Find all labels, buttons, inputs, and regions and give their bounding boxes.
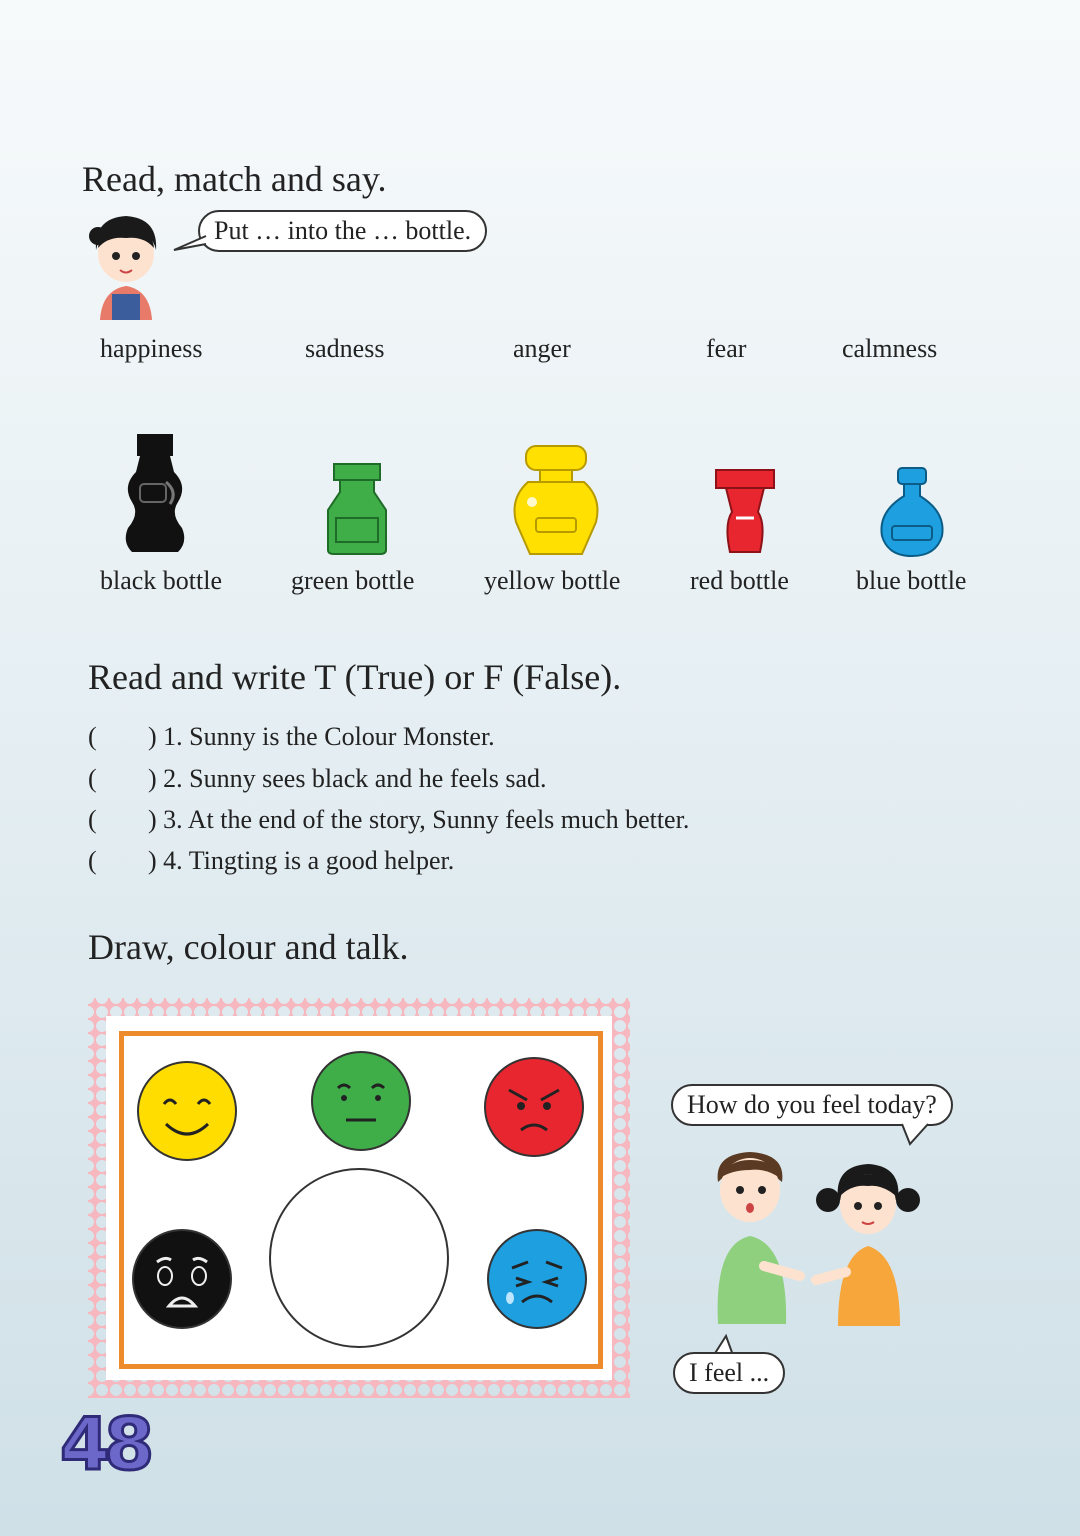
tf-item-2 <box>88 764 547 794</box>
red-bottle-icon <box>712 468 778 554</box>
page-number: 48 <box>60 1402 149 1486</box>
tf-statement: ) 4. Tingting is a good helper. <box>148 846 455 875</box>
boy-illustration <box>704 1148 800 1326</box>
emotion-sadness: sadness <box>305 334 385 363</box>
speech-bubble-tail <box>172 236 206 252</box>
speech-bubble-answer <box>673 1352 785 1394</box>
bottle-label-blue: blue bottle <box>856 566 967 595</box>
answer-blank[interactable]: ( <box>88 805 97 834</box>
tf-statement: ) 3. At the end of the story, Sunny feels much better. <box>148 805 690 834</box>
emotion-anger: anger <box>513 334 571 363</box>
section-title-true-false: Read and write T (True) or F (False). <box>88 657 622 697</box>
answer-blank[interactable]: ( <box>88 846 97 875</box>
answer-text: I feel ... <box>689 1358 770 1387</box>
question-bubble-tail <box>900 1124 930 1146</box>
sad-face-icon <box>486 1228 588 1330</box>
girl-illustration <box>86 210 166 320</box>
question-text: How do you feel today? <box>687 1090 937 1119</box>
bottle-label-green: green bottle <box>291 566 415 595</box>
bottle-label-yellow: yellow bottle <box>484 566 621 595</box>
bottle-label-black: black bottle <box>100 566 223 595</box>
answer-blank[interactable]: ( <box>88 722 97 751</box>
blank-face-circle[interactable] <box>268 1167 450 1349</box>
answer-blank[interactable]: ( <box>88 764 97 793</box>
tf-statement: ) 2. Sunny sees black and he feels sad. <box>148 764 547 793</box>
tf-item-4 <box>88 846 454 876</box>
angry-face-icon <box>483 1056 585 1158</box>
speech-bubble-put-into <box>198 210 487 252</box>
girl-friend-illustration <box>816 1160 920 1326</box>
tf-statement: ) 1. Sunny is the Colour Monster. <box>148 722 495 751</box>
emotion-happiness: happiness <box>100 334 203 363</box>
calm-face-icon <box>310 1050 412 1152</box>
black-bottle-icon <box>120 432 190 554</box>
speech-bubble-question <box>671 1084 953 1126</box>
scared-face-icon <box>131 1228 233 1330</box>
tf-item-3 <box>88 805 689 835</box>
tf-item-1 <box>88 722 495 752</box>
bottle-label-red: red bottle <box>690 566 789 595</box>
speech-text: Put … into the … bottle. <box>214 216 472 245</box>
yellow-bottle-icon <box>508 442 604 556</box>
emotion-calmness: calmness <box>842 334 938 363</box>
emotion-fear: fear <box>706 334 747 363</box>
section-title-read-match-say: Read, match and say. <box>82 159 387 199</box>
blue-bottle-icon <box>876 466 948 558</box>
happy-face-icon <box>136 1060 238 1162</box>
section-title-draw-colour-talk: Draw, colour and talk. <box>88 927 409 967</box>
green-bottle-icon <box>322 462 392 556</box>
